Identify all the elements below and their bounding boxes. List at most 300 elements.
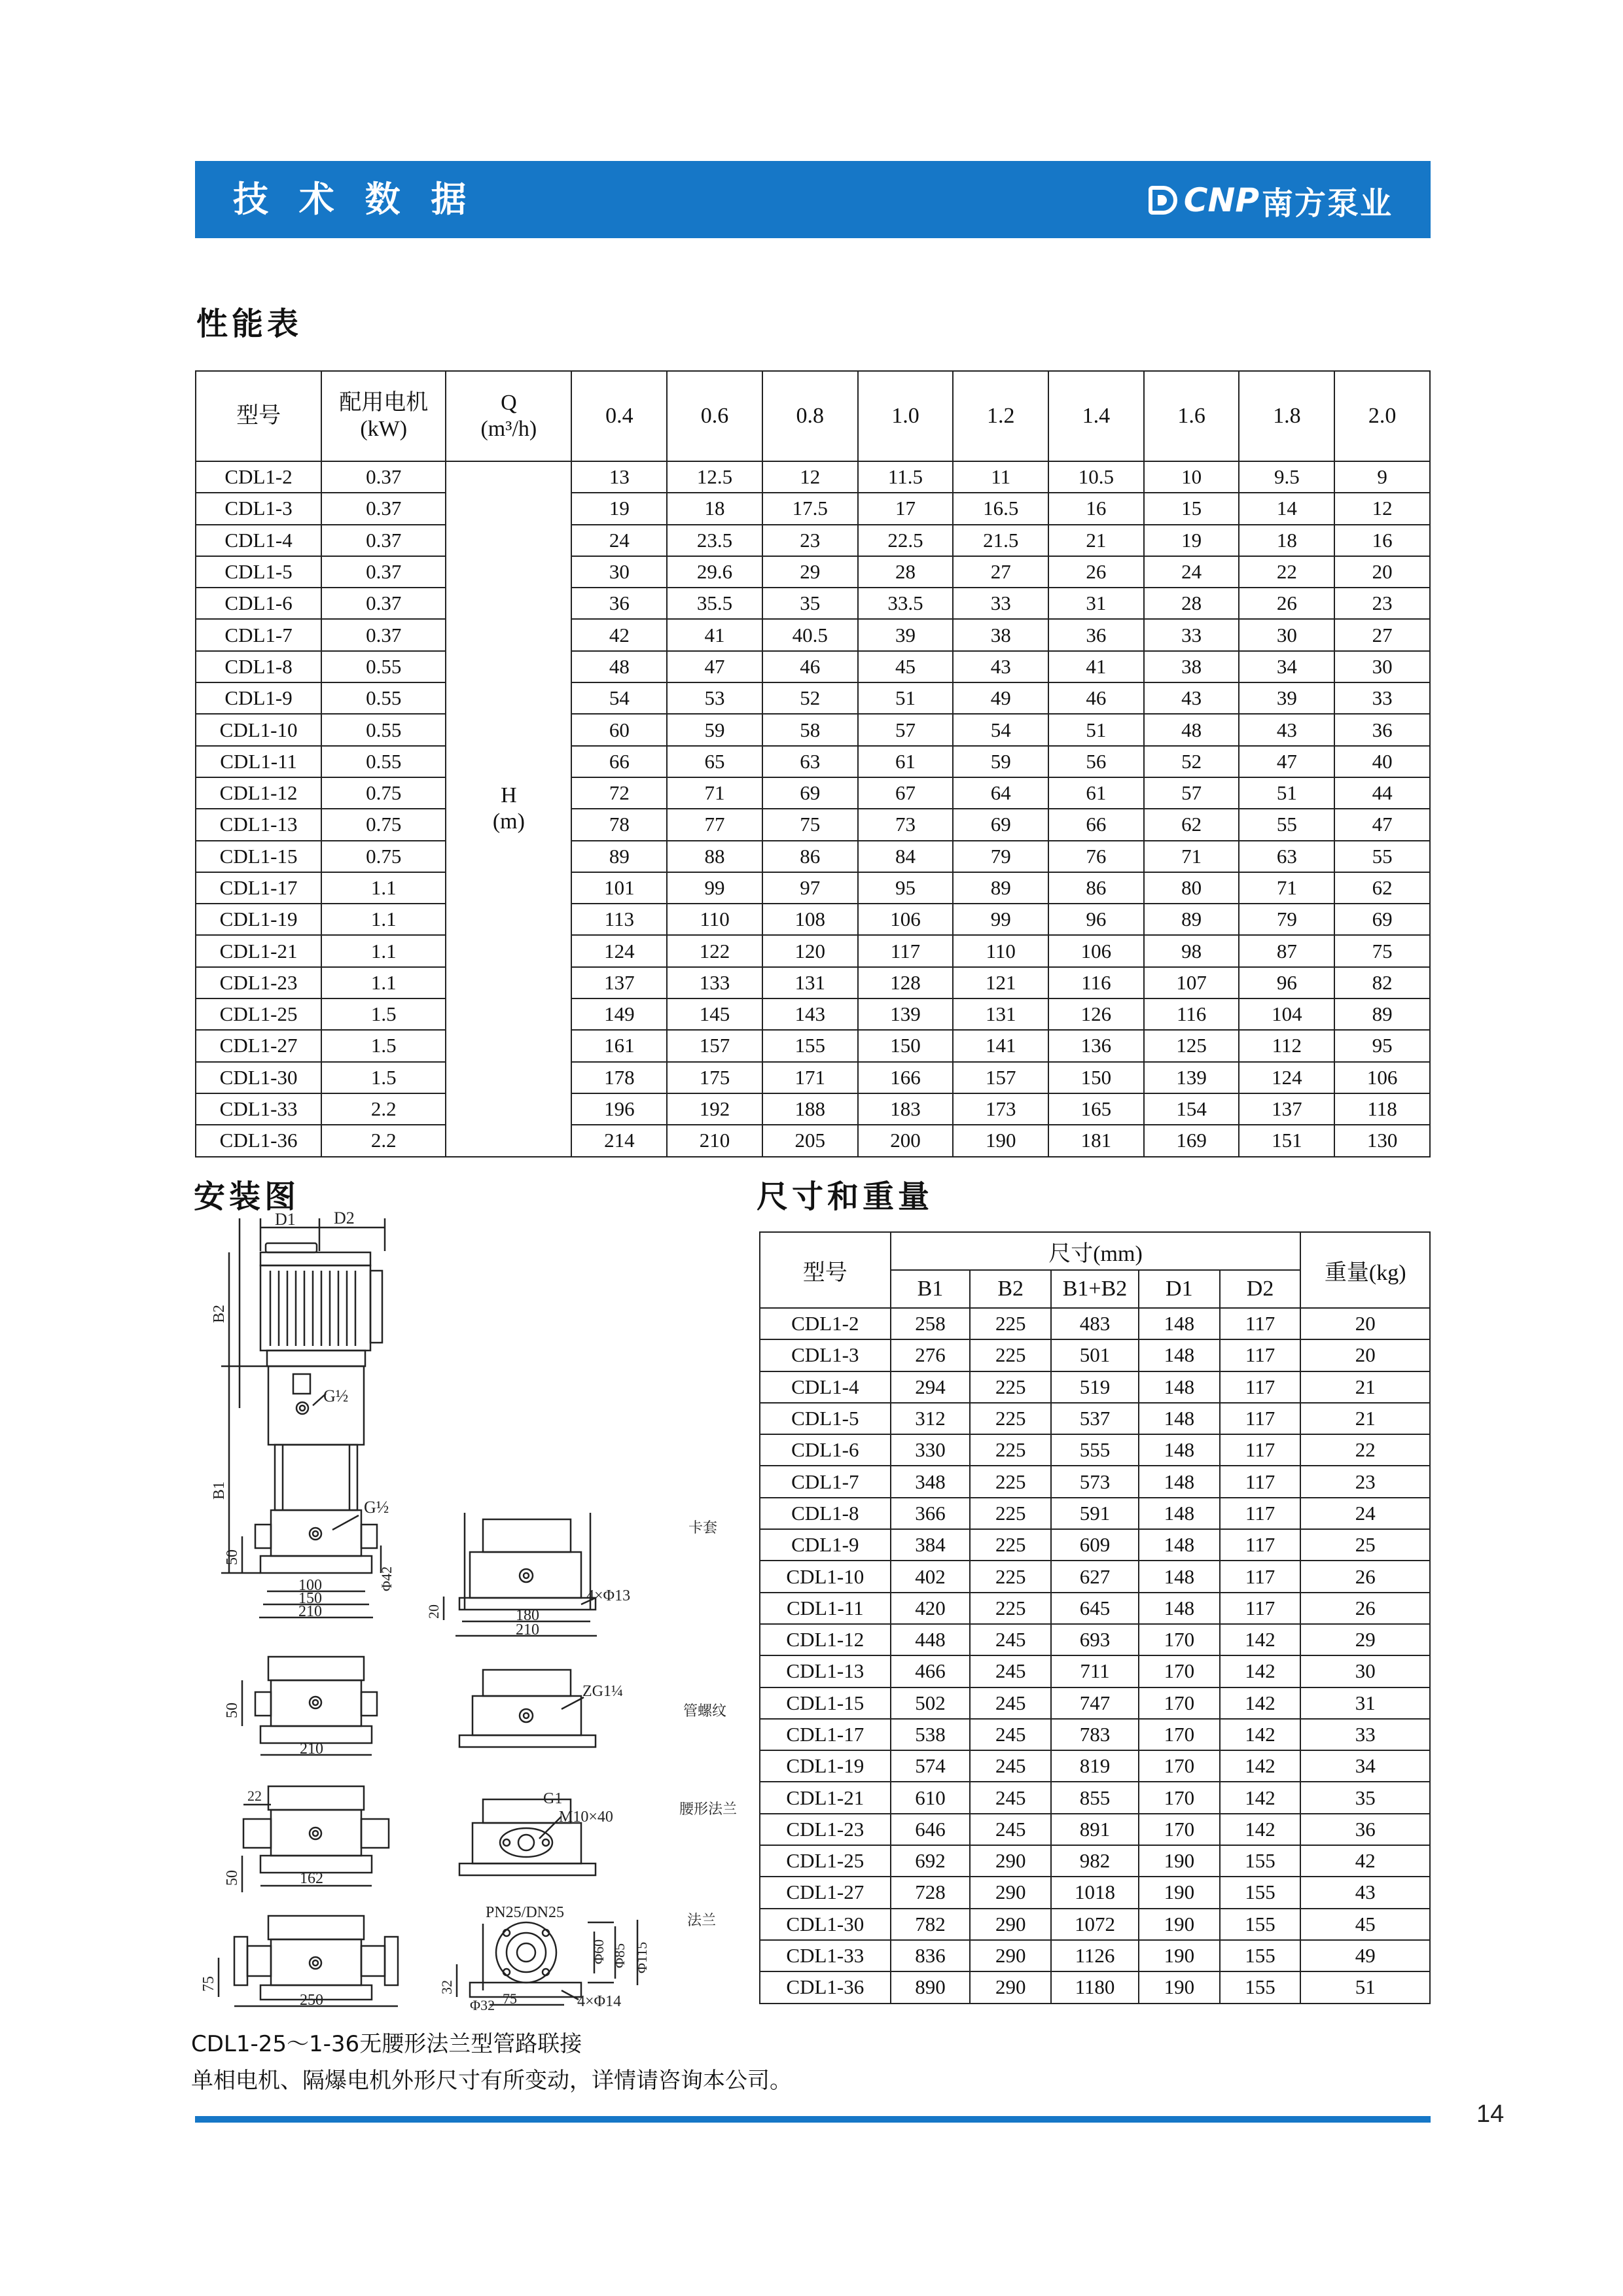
head-value-cell: 154 bbox=[1144, 1093, 1240, 1125]
head-value-cell: 76 bbox=[1048, 841, 1144, 872]
head-value-cell: 122 bbox=[667, 935, 762, 966]
model-cell: CDL1-17 bbox=[760, 1719, 891, 1750]
head-value-cell: 33 bbox=[1144, 619, 1240, 650]
dimension-value-cell: 366 bbox=[891, 1498, 971, 1529]
weight-cell: 23 bbox=[1300, 1466, 1430, 1497]
dimension-value-cell: 290 bbox=[970, 1971, 1051, 2003]
model-cell: CDL1-15 bbox=[196, 841, 321, 872]
model-cell: CDL1-5 bbox=[760, 1403, 891, 1434]
weight-cell: 34 bbox=[1300, 1750, 1430, 1782]
model-cell: CDL1-17 bbox=[196, 872, 321, 904]
dimension-value-cell: 245 bbox=[970, 1624, 1051, 1655]
head-value-cell: 29 bbox=[762, 556, 858, 588]
dimensions-row bbox=[760, 1655, 1430, 1687]
head-value-cell: 79 bbox=[953, 841, 1048, 872]
svg-text:210: 210 bbox=[298, 1603, 322, 1620]
head-value-cell: 166 bbox=[858, 1062, 954, 1093]
dimensions-row bbox=[760, 1940, 1430, 1971]
motor-kw-cell: 1.5 bbox=[321, 998, 446, 1030]
head-value-cell: 20 bbox=[1334, 556, 1430, 588]
motor-kw-cell: 2.2 bbox=[321, 1125, 446, 1156]
weight-cell: 22 bbox=[1300, 1434, 1430, 1466]
svg-text:Φ32: Φ32 bbox=[470, 1997, 495, 2010]
head-value-cell: 24 bbox=[571, 525, 667, 556]
performance-row bbox=[196, 935, 1430, 966]
cnp-logo-icon bbox=[1149, 186, 1177, 215]
flow-col-header: 1.0 bbox=[858, 371, 954, 461]
motor-kw-cell: 0.55 bbox=[321, 746, 446, 777]
dims-col-b1b2: B1+B2 bbox=[1051, 1270, 1139, 1308]
svg-text:PN25/DN25: PN25/DN25 bbox=[486, 1904, 565, 1921]
dimensions-row bbox=[760, 1466, 1430, 1497]
motor-kw-cell: 0.75 bbox=[321, 809, 446, 840]
dimension-value-cell: 148 bbox=[1139, 1561, 1220, 1592]
motor-kw-cell: 1.1 bbox=[321, 904, 446, 935]
head-value-cell: 11 bbox=[953, 461, 1048, 493]
head-value-cell: 19 bbox=[1144, 525, 1240, 556]
brand-logo bbox=[1149, 175, 1393, 225]
head-value-cell: 9.5 bbox=[1239, 461, 1334, 493]
dimension-value-cell: 155 bbox=[1220, 1909, 1301, 1940]
head-value-cell: 36 bbox=[1048, 619, 1144, 650]
head-value-cell: 21.5 bbox=[953, 525, 1048, 556]
head-value-cell: 51 bbox=[858, 682, 954, 714]
head-value-cell: 47 bbox=[1334, 809, 1430, 840]
head-value-cell: 62 bbox=[1144, 809, 1240, 840]
dimensions-row bbox=[760, 1877, 1430, 1908]
dimension-value-cell: 555 bbox=[1051, 1434, 1139, 1466]
head-value-cell: 124 bbox=[1239, 1062, 1334, 1093]
head-value-cell: 106 bbox=[1048, 935, 1144, 966]
svg-text:22: 22 bbox=[247, 1788, 262, 1804]
head-value-cell: 48 bbox=[571, 651, 667, 682]
weight-cell: 45 bbox=[1300, 1909, 1430, 1940]
dimension-value-cell: 117 bbox=[1220, 1339, 1301, 1371]
dimension-value-cell: 148 bbox=[1139, 1529, 1220, 1561]
head-value-cell: 139 bbox=[858, 998, 954, 1030]
dimension-value-cell: 117 bbox=[1220, 1561, 1301, 1592]
dims-col-size-header: 尺寸(mm) bbox=[891, 1232, 1301, 1270]
model-cell: CDL1-19 bbox=[760, 1750, 891, 1782]
svg-text:50: 50 bbox=[224, 1703, 241, 1718]
model-cell: CDL1-9 bbox=[196, 682, 321, 714]
head-value-cell: 36 bbox=[1334, 714, 1430, 745]
head-value-cell: 41 bbox=[1048, 651, 1144, 682]
model-cell: CDL1-36 bbox=[196, 1125, 321, 1156]
head-value-cell: 45 bbox=[858, 651, 954, 682]
head-unit: (m) bbox=[492, 809, 525, 834]
head-value-cell: 33 bbox=[1334, 682, 1430, 714]
page-number: 14 bbox=[1476, 2100, 1505, 2128]
weight-cell: 31 bbox=[1300, 1687, 1430, 1719]
model-cell: CDL1-33 bbox=[196, 1093, 321, 1125]
head-value-cell: 66 bbox=[571, 746, 667, 777]
model-cell: CDL1-21 bbox=[760, 1782, 891, 1813]
svg-text:210: 210 bbox=[516, 1621, 539, 1638]
svg-text:腰形法兰: 腰形法兰 bbox=[679, 1801, 738, 1817]
head-value-cell: 99 bbox=[953, 904, 1048, 935]
dimension-value-cell: 646 bbox=[891, 1814, 971, 1845]
head-value-cell: 131 bbox=[953, 998, 1048, 1030]
head-value-cell: 116 bbox=[1144, 998, 1240, 1030]
head-value-cell: 41 bbox=[667, 619, 762, 650]
dimension-value-cell: 747 bbox=[1051, 1687, 1139, 1719]
performance-row bbox=[196, 493, 1430, 524]
head-value-cell: 57 bbox=[1144, 777, 1240, 809]
dimension-value-cell: 627 bbox=[1051, 1561, 1139, 1592]
head-value-cell: 53 bbox=[667, 682, 762, 714]
dimension-value-cell: 225 bbox=[970, 1466, 1051, 1497]
head-value-cell: 51 bbox=[1048, 714, 1144, 745]
head-value-cell: 22.5 bbox=[858, 525, 954, 556]
dimension-value-cell: 225 bbox=[970, 1434, 1051, 1466]
head-value-cell: 86 bbox=[762, 841, 858, 872]
svg-text:D2: D2 bbox=[334, 1212, 355, 1227]
performance-row bbox=[196, 1125, 1430, 1156]
flow-col-header: 0.4 bbox=[571, 371, 667, 461]
head-value-cell: 86 bbox=[1048, 872, 1144, 904]
head-value-cell: 16 bbox=[1334, 525, 1430, 556]
head-value-cell: 36 bbox=[571, 588, 667, 619]
head-value-cell: 22 bbox=[1239, 556, 1334, 588]
model-cell: CDL1-13 bbox=[760, 1655, 891, 1687]
motor-kw-cell: 0.75 bbox=[321, 777, 446, 809]
flow-col-header: 2.0 bbox=[1334, 371, 1430, 461]
dimension-value-cell: 1126 bbox=[1051, 1940, 1139, 1971]
dimension-value-cell: 290 bbox=[970, 1909, 1051, 1940]
motor-kw-cell: 0.37 bbox=[321, 525, 446, 556]
head-value-cell: 155 bbox=[762, 1030, 858, 1061]
head-value-cell: 149 bbox=[571, 998, 667, 1030]
head-value-cell: 112 bbox=[1239, 1030, 1334, 1061]
dimensions-row bbox=[760, 1434, 1430, 1466]
head-value-cell: 64 bbox=[953, 777, 1048, 809]
head-value-cell: 96 bbox=[1239, 967, 1334, 998]
pump-side-view-sleeve bbox=[425, 1513, 717, 1638]
dimension-value-cell: 142 bbox=[1220, 1624, 1301, 1655]
dimension-value-cell: 170 bbox=[1139, 1624, 1220, 1655]
dimension-value-cell: 591 bbox=[1051, 1498, 1139, 1529]
dimension-value-cell: 609 bbox=[1051, 1529, 1139, 1561]
performance-row bbox=[196, 556, 1430, 588]
head-value-cell: 54 bbox=[571, 682, 667, 714]
head-value-cell: 10 bbox=[1144, 461, 1240, 493]
motor-kw-cell: 1.1 bbox=[321, 967, 446, 998]
dimension-value-cell: 245 bbox=[970, 1655, 1051, 1687]
dimension-value-cell: 466 bbox=[891, 1655, 971, 1687]
performance-row bbox=[196, 998, 1430, 1030]
head-value-cell: 106 bbox=[858, 904, 954, 935]
head-value-cell: 71 bbox=[667, 777, 762, 809]
dimensions-row bbox=[760, 1403, 1430, 1434]
dimension-value-cell: 312 bbox=[891, 1403, 971, 1434]
dimension-value-cell: 1072 bbox=[1051, 1909, 1139, 1940]
flow-col-header: 1.2 bbox=[953, 371, 1048, 461]
head-value-cell: 175 bbox=[667, 1062, 762, 1093]
head-value-cell: 141 bbox=[953, 1030, 1048, 1061]
head-value-cell: 30 bbox=[1239, 619, 1334, 650]
dimension-value-cell: 170 bbox=[1139, 1655, 1220, 1687]
motor-kw-cell: 0.37 bbox=[321, 556, 446, 588]
svg-text:Φ42: Φ42 bbox=[378, 1566, 395, 1591]
performance-row bbox=[196, 1030, 1430, 1061]
head-value-cell: 57 bbox=[858, 714, 954, 745]
dimension-value-cell: 225 bbox=[970, 1371, 1051, 1403]
head-value-cell: 61 bbox=[1048, 777, 1144, 809]
dims-col-model-header: 型号 bbox=[760, 1232, 891, 1308]
head-value-cell: 59 bbox=[953, 746, 1048, 777]
head-value-cell: 205 bbox=[762, 1125, 858, 1156]
model-cell: CDL1-13 bbox=[196, 809, 321, 840]
dimension-value-cell: 170 bbox=[1139, 1687, 1220, 1719]
head-value-cell: 55 bbox=[1239, 809, 1334, 840]
head-value-cell: 39 bbox=[858, 619, 954, 650]
pump-front-view-thread bbox=[224, 1657, 726, 1757]
performance-row bbox=[196, 777, 1430, 809]
svg-text:D1: D1 bbox=[275, 1212, 296, 1229]
dimension-value-cell: 190 bbox=[1139, 1940, 1220, 1971]
dimension-value-cell: 645 bbox=[1051, 1593, 1139, 1624]
svg-text:150: 150 bbox=[298, 1590, 322, 1607]
model-cell: CDL1-30 bbox=[760, 1909, 891, 1940]
model-cell: CDL1-10 bbox=[196, 714, 321, 745]
svg-text:管螺纹: 管螺纹 bbox=[683, 1703, 727, 1719]
weight-cell: 26 bbox=[1300, 1561, 1430, 1592]
head-value-cell: 95 bbox=[1334, 1030, 1430, 1061]
head-value-cell: 39 bbox=[1239, 682, 1334, 714]
dimension-value-cell: 330 bbox=[891, 1434, 971, 1466]
performance-row bbox=[196, 809, 1430, 840]
svg-text:210: 210 bbox=[300, 1740, 323, 1757]
head-value-cell: 143 bbox=[762, 998, 858, 1030]
model-cell: CDL1-4 bbox=[196, 525, 321, 556]
dimension-value-cell: 117 bbox=[1220, 1371, 1301, 1403]
head-value-cell: 56 bbox=[1048, 746, 1144, 777]
weight-cell: 35 bbox=[1300, 1782, 1430, 1813]
dimension-value-cell: 782 bbox=[891, 1909, 971, 1940]
model-cell: CDL1-12 bbox=[760, 1624, 891, 1655]
head-value-cell: 150 bbox=[858, 1030, 954, 1061]
dimension-value-cell: 384 bbox=[891, 1529, 971, 1561]
model-cell: CDL1-10 bbox=[760, 1561, 891, 1592]
head-value-cell: 133 bbox=[667, 967, 762, 998]
head-value-cell: 38 bbox=[953, 619, 1048, 650]
svg-text:20: 20 bbox=[425, 1604, 442, 1619]
head-value-cell: 128 bbox=[858, 967, 954, 998]
flow-col-header: 0.6 bbox=[667, 371, 762, 461]
head-value-cell: 78 bbox=[571, 809, 667, 840]
dimension-value-cell: 294 bbox=[891, 1371, 971, 1403]
dimension-value-cell: 170 bbox=[1139, 1750, 1220, 1782]
head-value-cell: 46 bbox=[762, 651, 858, 682]
dimension-value-cell: 117 bbox=[1220, 1498, 1301, 1529]
head-value-cell: 145 bbox=[667, 998, 762, 1030]
dimension-value-cell: 155 bbox=[1220, 1971, 1301, 2003]
weight-cell: 36 bbox=[1300, 1814, 1430, 1845]
performance-header-row bbox=[196, 371, 1430, 461]
head-value-cell: 88 bbox=[667, 841, 762, 872]
model-cell: CDL1-23 bbox=[196, 967, 321, 998]
head-value-cell: 106 bbox=[1334, 1062, 1430, 1093]
performance-section-title: 性能表 bbox=[196, 306, 303, 342]
head-value-cell: 61 bbox=[858, 746, 954, 777]
head-value-cell: 47 bbox=[1239, 746, 1334, 777]
head-value-cell: 48 bbox=[1144, 714, 1240, 745]
head-value-cell: 214 bbox=[571, 1125, 667, 1156]
head-value-cell: 84 bbox=[858, 841, 954, 872]
performance-row bbox=[196, 872, 1430, 904]
dimension-value-cell: 148 bbox=[1139, 1434, 1220, 1466]
model-cell: CDL1-2 bbox=[196, 461, 321, 493]
svg-text:4×Φ14: 4×Φ14 bbox=[577, 1993, 622, 2010]
flow-col-header: 0.8 bbox=[762, 371, 858, 461]
motor-kw-cell: 0.55 bbox=[321, 714, 446, 745]
dimension-value-cell: 448 bbox=[891, 1624, 971, 1655]
dimension-value-cell: 117 bbox=[1220, 1529, 1301, 1561]
motor-kw-cell: 0.55 bbox=[321, 682, 446, 714]
head-value-cell: 107 bbox=[1144, 967, 1240, 998]
head-value-cell: 10.5 bbox=[1048, 461, 1144, 493]
head-value-cell: 121 bbox=[953, 967, 1048, 998]
col-model-header: 型号 bbox=[196, 371, 321, 461]
dimension-value-cell: 711 bbox=[1051, 1655, 1139, 1687]
dimension-value-cell: 142 bbox=[1220, 1814, 1301, 1845]
svg-text:4×Φ13: 4×Φ13 bbox=[586, 1587, 631, 1604]
head-value-cell: 98 bbox=[1144, 935, 1240, 966]
dimension-value-cell: 502 bbox=[891, 1687, 971, 1719]
dimension-value-cell: 245 bbox=[970, 1750, 1051, 1782]
pump-flange-view bbox=[200, 1904, 716, 2010]
dimension-value-cell: 538 bbox=[891, 1719, 971, 1750]
dimension-value-cell: 519 bbox=[1051, 1371, 1139, 1403]
dimension-value-cell: 225 bbox=[970, 1498, 1051, 1529]
model-cell: CDL1-7 bbox=[196, 619, 321, 650]
dimension-value-cell: 117 bbox=[1220, 1434, 1301, 1466]
dimension-value-cell: 190 bbox=[1139, 1845, 1220, 1877]
weight-cell: 21 bbox=[1300, 1371, 1430, 1403]
dimension-value-cell: 245 bbox=[970, 1782, 1051, 1813]
motor-kw-cell: 0.55 bbox=[321, 651, 446, 682]
head-value-cell: 43 bbox=[953, 651, 1048, 682]
head-value-cell: 38 bbox=[1144, 651, 1240, 682]
head-value-cell: 200 bbox=[858, 1125, 954, 1156]
dimension-value-cell: 142 bbox=[1220, 1750, 1301, 1782]
svg-text:75: 75 bbox=[200, 1976, 217, 1992]
motor-kw-cell: 0.75 bbox=[321, 841, 446, 872]
dimension-value-cell: 402 bbox=[891, 1561, 971, 1592]
head-value-cell: 69 bbox=[1334, 904, 1430, 935]
head-value-cell: 28 bbox=[1144, 588, 1240, 619]
head-value-cell: 151 bbox=[1239, 1125, 1334, 1156]
head-value-cell: 18 bbox=[1239, 525, 1334, 556]
head-value-cell: 49 bbox=[953, 682, 1048, 714]
head-value-cell: 150 bbox=[1048, 1062, 1144, 1093]
head-value-cell: 9 bbox=[1334, 461, 1430, 493]
dimension-value-cell: 142 bbox=[1220, 1687, 1301, 1719]
dimension-value-cell: 1180 bbox=[1051, 1971, 1139, 2003]
dimensions-row bbox=[760, 1561, 1430, 1592]
head-value-cell: 73 bbox=[858, 809, 954, 840]
svg-text:Φ85: Φ85 bbox=[611, 1943, 628, 1968]
dimension-value-cell: 148 bbox=[1139, 1466, 1220, 1497]
head-value-cell: 29.6 bbox=[667, 556, 762, 588]
dims-col-b1: B1 bbox=[891, 1270, 971, 1308]
brand-chinese: 南方泵业 bbox=[1261, 185, 1393, 222]
weight-cell: 20 bbox=[1300, 1308, 1430, 1339]
svg-text:G1: G1 bbox=[543, 1790, 563, 1807]
model-cell: CDL1-19 bbox=[196, 904, 321, 935]
svg-text:法兰: 法兰 bbox=[687, 1912, 717, 1928]
performance-row bbox=[196, 525, 1430, 556]
head-value-cell: 34 bbox=[1239, 651, 1334, 682]
model-cell: CDL1-25 bbox=[196, 998, 321, 1030]
head-value-cell: 66 bbox=[1048, 809, 1144, 840]
head-value-cell: 126 bbox=[1048, 998, 1144, 1030]
head-value-cell: 31 bbox=[1048, 588, 1144, 619]
head-value-cell: 188 bbox=[762, 1093, 858, 1125]
performance-row bbox=[196, 1093, 1430, 1125]
head-value-cell: 35 bbox=[762, 588, 858, 619]
head-value-cell: 11.5 bbox=[858, 461, 954, 493]
head-value-cell: 24 bbox=[1144, 556, 1240, 588]
dimension-value-cell: 190 bbox=[1139, 1971, 1220, 2003]
head-value-cell: 60 bbox=[571, 714, 667, 745]
performance-row bbox=[196, 967, 1430, 998]
head-value-cell: 18 bbox=[667, 493, 762, 524]
dimension-value-cell: 420 bbox=[891, 1593, 971, 1624]
dims-col-d1: D1 bbox=[1139, 1270, 1220, 1308]
weight-cell: 29 bbox=[1300, 1624, 1430, 1655]
flow-col-header: 1.8 bbox=[1239, 371, 1334, 461]
model-cell: CDL1-23 bbox=[760, 1814, 891, 1845]
dims-col-d2: D2 bbox=[1220, 1270, 1301, 1308]
svg-text:G½: G½ bbox=[364, 1498, 389, 1517]
performance-row bbox=[196, 746, 1430, 777]
head-value-cell: 108 bbox=[762, 904, 858, 935]
head-value-cell: 52 bbox=[1144, 746, 1240, 777]
head-value-cell: 14 bbox=[1239, 493, 1334, 524]
head-value-cell: 63 bbox=[1239, 841, 1334, 872]
dimension-value-cell: 836 bbox=[891, 1940, 971, 1971]
head-value-cell: 89 bbox=[1144, 904, 1240, 935]
model-cell: CDL1-9 bbox=[760, 1529, 891, 1561]
svg-text:B2: B2 bbox=[211, 1304, 228, 1323]
performance-row bbox=[196, 651, 1430, 682]
head-value-cell: 82 bbox=[1334, 967, 1430, 998]
head-value-cell: 71 bbox=[1239, 872, 1334, 904]
head-label: H bbox=[501, 783, 517, 808]
head-value-cell: 69 bbox=[762, 777, 858, 809]
model-cell: CDL1-8 bbox=[760, 1498, 891, 1529]
head-value-cell: 35.5 bbox=[667, 588, 762, 619]
head-value-cell: 77 bbox=[667, 809, 762, 840]
head-value-cell: 110 bbox=[667, 904, 762, 935]
weight-cell: 33 bbox=[1300, 1719, 1430, 1750]
head-value-cell: 17.5 bbox=[762, 493, 858, 524]
motor-kw-cell: 2.2 bbox=[321, 1093, 446, 1125]
head-value-cell: 99 bbox=[667, 872, 762, 904]
dimensions-row bbox=[760, 1529, 1430, 1561]
performance-row bbox=[196, 461, 1430, 493]
head-value-cell: 55 bbox=[1334, 841, 1430, 872]
head-value-cell: 46 bbox=[1048, 682, 1144, 714]
head-value-cell: 157 bbox=[953, 1062, 1048, 1093]
head-value-cell: 69 bbox=[953, 809, 1048, 840]
weight-cell: 51 bbox=[1300, 1971, 1430, 2003]
head-value-cell: 181 bbox=[1048, 1125, 1144, 1156]
dimension-value-cell: 891 bbox=[1051, 1814, 1139, 1845]
head-value-cell: 33.5 bbox=[858, 588, 954, 619]
